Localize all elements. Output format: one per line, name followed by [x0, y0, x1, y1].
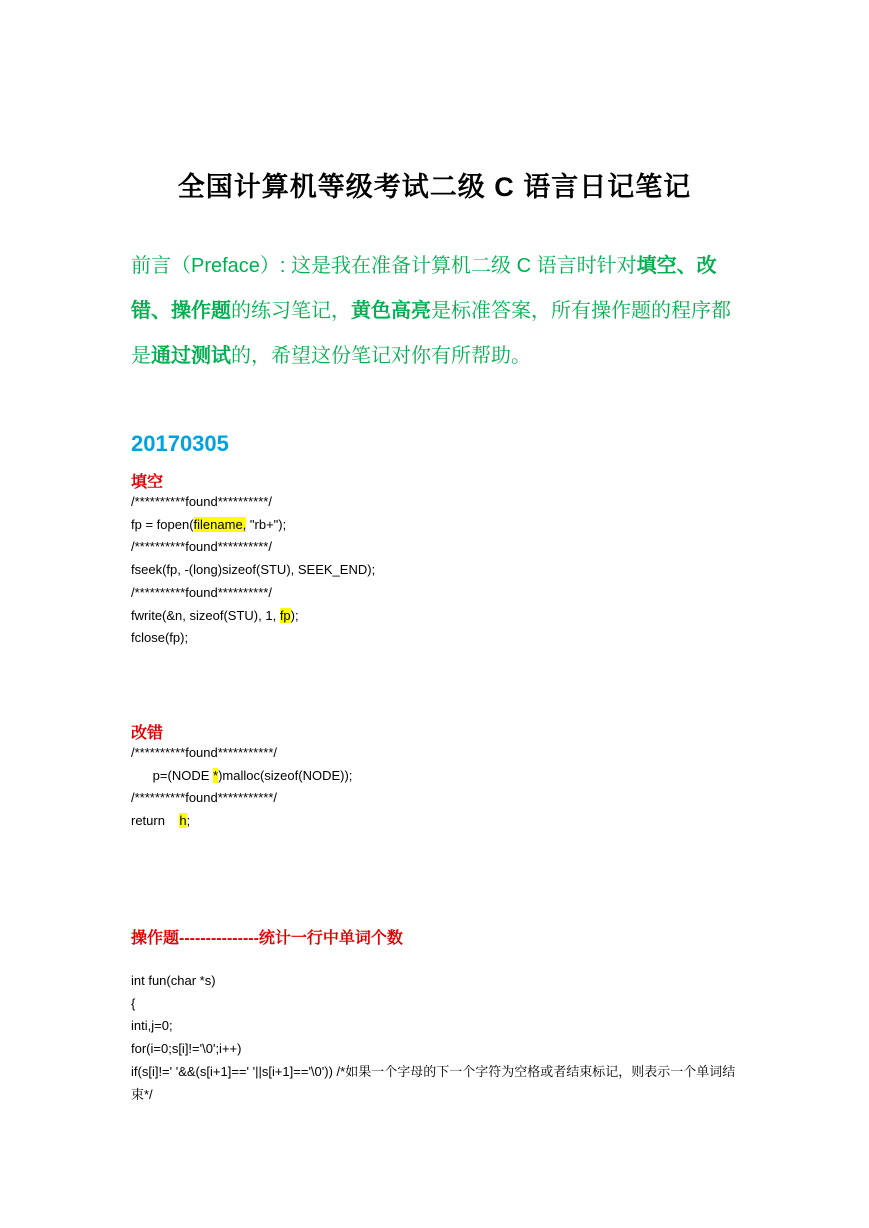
code-text: ;	[186, 813, 191, 829]
code-line: inti,j=0;	[131, 1018, 173, 1034]
code-text: fwrite(&n, sizeof(STU), 1,	[131, 607, 280, 623]
fill-blank-heading: 填空	[131, 474, 164, 491]
code-line: /**********found***********/	[131, 745, 277, 760]
code-text: );	[290, 607, 299, 623]
code-line	[131, 514, 746, 537]
preface-bold-1: 填空、改错、操作题	[131, 255, 717, 322]
code-text: )malloc(sizeof(NODE));	[218, 767, 353, 783]
date-heading: 20170305	[131, 431, 229, 456]
code-line: fclose(fp);	[131, 630, 189, 646]
preface-bold-2: 黄色高亮	[351, 300, 431, 322]
code-line	[131, 810, 746, 833]
code-text: p=(NODE	[131, 767, 213, 783]
code-line: for(i=0;s[i]!='\0';i++)	[131, 1041, 242, 1057]
preface-paragraph	[131, 244, 746, 379]
code-line: if(s[i]!=' '&&(s[i+1]==' '||s[i+1]=='\0')) /*如果一个字母的下一个字符为空格或者结束标记，则表示一个单词结束*/	[131, 1063, 736, 1102]
code-text: return	[131, 813, 180, 829]
preface-text-1: 前言（Preface）: 这是我在准备计算机二级 C 语言时针对	[131, 255, 637, 277]
page-title: 全国计算机等级考试二级 C 语言日记笔记	[177, 172, 692, 202]
code-line: int fun(char *s)	[131, 973, 216, 988]
code-line	[131, 605, 746, 628]
code-text: fp = fopen(	[131, 516, 194, 532]
fill-blank-code	[131, 491, 746, 650]
code-line: /**********found**********/	[131, 584, 272, 600]
answer-highlight: filename,	[193, 516, 247, 532]
code-line: /**********found**********/	[131, 494, 272, 509]
answer-highlight: *	[213, 767, 219, 783]
answer-highlight: h	[179, 813, 187, 829]
preface-text-4: 的，希望这份笔记对你有所帮助。	[231, 345, 531, 367]
operation-code	[131, 970, 746, 1106]
fix-error-heading: 改错	[131, 725, 164, 742]
preface-text-3: 是标准答案，所有操作题的程序都是	[131, 300, 731, 367]
code-line: /**********found***********/	[131, 790, 277, 806]
code-text: "rb+");	[246, 516, 287, 532]
preface-bold-3: 通过测试	[151, 345, 231, 367]
operation-heading: 操作题---------------统计一行中单词个数	[131, 930, 403, 947]
preface-text-2: 的练习笔记，	[231, 300, 351, 322]
answer-highlight: fp	[279, 607, 291, 623]
code-line: /**********found**********/	[131, 539, 272, 555]
code-line: fseek(fp, -(long)sizeof(STU), SEEK_END);	[131, 562, 376, 578]
code-line: {	[131, 995, 136, 1011]
code-line	[131, 765, 746, 788]
fix-error-code	[131, 742, 746, 833]
